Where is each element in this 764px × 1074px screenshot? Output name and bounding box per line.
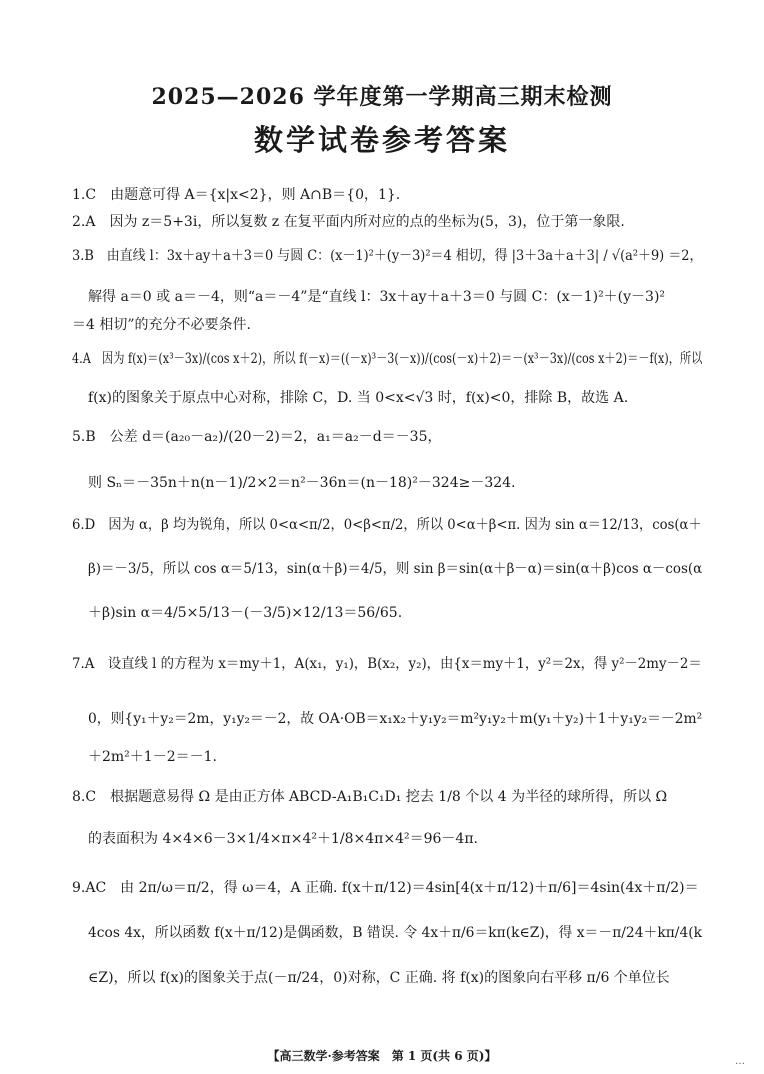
page-title: 2025—2026 学年度第一学期高三期末检测 — [151, 84, 613, 110]
answer-q8-line2: 的表面积为 4×4×6－3×1/4×π×4²＋1/8×4π×4²＝96－4π. — [88, 831, 478, 847]
answer-q8-line1: 8.C 根据题意易得 Ω 是由正方体 ABCD-A₁B₁C₁D₁ 挖去 1/8 个以 4 为半径的球所得，所以 Ω — [72, 789, 668, 805]
answer-q3-line3: ＝4 相切”的充分不必要条件. — [72, 317, 251, 333]
answer-q7-line2: 0，则{y₁＋y₂＝2m，y₁y₂＝－2，故 OA·OB＝x₁x₂＋y₁y₂＝m²y₁y₂＋m(y₁＋y₂)＋1＋y₁y₂＝－2m² — [88, 711, 703, 727]
answer-q6-line1: 6.D 因为 α，β 均为锐角，所以 0<α<π/2，0<β<π/2，所以 0<α＋β<π. 因为 sin α＝12/13，cos(α＋ — [72, 517, 702, 533]
page-subtitle: 数学试卷参考答案 — [253, 123, 510, 157]
answer-q2: 2.A 因为 z＝5+3i，所以复数 z 在复平面内所对应的点的坐标为(5，3)，位于第一象限. — [72, 214, 625, 230]
answer-q7-line3: ＋2m²＋1－2＝－1. — [88, 749, 217, 765]
answer-q6-line3: ＋β)sin α＝4/5×5/13－(－3/5)×12/13＝56/65. — [88, 605, 403, 621]
answer-q7-line1: 7.A 设直线 l 的方程为 x＝my＋1，A(x₁，y₁)，B(x₂，y₂)，由{x＝my＋1，y²＝2x，得 y²－2my－2＝ — [72, 656, 702, 672]
answer-q5-line2: 则 Sₙ＝－35n＋n(n－1)/2×2＝n²－36n＝(n－18)²－324≥－324. — [88, 475, 516, 491]
answer-q1: 1.C 由题意可得 A＝{x|x<2}，则 A∩B＝{0，1}. — [72, 187, 401, 203]
answer-q5-line1: 5.B 公差 d＝(a₂₀－a₂)/(20－2)＝2，a₁＝a₂－d＝－35， — [72, 429, 442, 445]
answer-q9-line3: ∈Z)，所以 f(x)的图象关于点(－π/24，0)对称，C 正确. 将 f(x)的图象向右平移 π/6 个单位长 — [88, 970, 670, 986]
page-footer: 【高三数学·参考答案 第 1 页(共 6 页)】 — [267, 1049, 497, 1063]
answer-q3-line2: 解得 a＝0 或 a＝－4，则“a＝－4”是“直线 l：3x＋ay＋a＋3＝0 与圆 C：(x－1)²＋(y－3)² — [88, 289, 666, 305]
answer-q9-line2: 4cos 4x，所以函数 f(x＋π/12)是偶函数，B 错误. 令 4x＋π/6＝kπ(k∈Z)，得 x＝－π/24＋kπ/4(k — [88, 925, 703, 941]
answer-q4-line2: f(x)的图象关于原点中心对称，排除 C，D. 当 0<x<√3 时，f(x)<0，排除 B，故选 A. — [88, 390, 629, 406]
answer-q9-line1: 9.AC 由 2π/ω＝π/2，得 ω＝4，A 正确. f(x＋π/12)＝4sin[4(x＋π/12)＋π/6]＝4sin(4x＋π/2)＝ — [72, 880, 699, 896]
answer-q6-line2: β)＝－3/5，所以 cos α＝5/13，sin(α＋β)＝4/5，则 sin β＝sin(α＋β－α)＝sin(α＋β)cos α－cos(α — [88, 561, 703, 577]
answer-q4-line1: 4.A 因为 f(x)＝(x³－3x)/(cos x＋2)，所以 f(－x)＝((－x)³－3(－x))/(cos(－x)＋2)＝－(x³－3x)/(cos x＋2)＝－f(x)，所以 — [72, 351, 703, 367]
answer-q3-line1: 3.B 由直线 l：3x＋ay＋a＋3＝0 与圆 C：(x－1)²＋(y－3)²＝4 相切，得 |3＋3a＋a＋3| / √(a²＋9) ＝2， — [72, 248, 703, 264]
corner-mark: … — [735, 1056, 745, 1067]
